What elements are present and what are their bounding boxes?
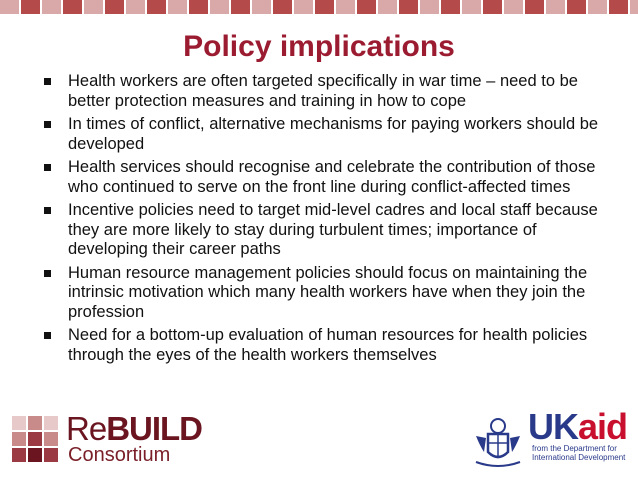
rebuild-consortium-logo bbox=[12, 410, 212, 466]
band-block bbox=[462, 0, 481, 14]
band-block bbox=[189, 0, 208, 14]
band-block bbox=[630, 0, 638, 14]
band-block bbox=[357, 0, 376, 14]
band-block bbox=[294, 0, 313, 14]
band-block bbox=[168, 0, 187, 14]
band-block bbox=[336, 0, 355, 14]
bullet-item bbox=[44, 158, 619, 197]
band-block bbox=[420, 0, 439, 14]
band-block bbox=[609, 0, 628, 14]
bullet-item bbox=[44, 264, 619, 323]
band-block bbox=[546, 0, 565, 14]
band-block bbox=[147, 0, 166, 14]
consortium-wordmark: Consortium bbox=[68, 444, 171, 466]
band-block bbox=[483, 0, 502, 14]
bullet-item bbox=[44, 201, 619, 260]
band-block bbox=[441, 0, 460, 14]
band-block bbox=[273, 0, 292, 14]
band-block bbox=[63, 0, 82, 14]
bullet-text: Human resource management policies should focus on maintaining the intrinsic motivation which many health workers have when they join the profession bbox=[68, 263, 588, 321]
band-block bbox=[126, 0, 145, 14]
band-block bbox=[231, 0, 250, 14]
ukaid-subtitle: from the Department for International Development bbox=[532, 444, 626, 462]
bullet-list bbox=[44, 72, 619, 369]
band-block bbox=[588, 0, 607, 14]
bullet-square-icon bbox=[44, 270, 51, 277]
bullet-text: In times of conflict, alternative mechanisms for paying workers should be developed bbox=[68, 115, 599, 153]
bullet-square-icon bbox=[44, 164, 51, 171]
band-block bbox=[378, 0, 397, 14]
bullet-text: Health workers are often targeted specifically in war time – need to be better protection measures and training in how to cope bbox=[68, 72, 578, 110]
bullet-text: Health services should recognise and celebrate the contribution of those who continued to serve on the front line during conflict-affected times bbox=[68, 158, 596, 196]
band-block bbox=[0, 0, 19, 14]
bullet-square-icon bbox=[44, 121, 51, 128]
rebuild-wordmark: ReBUILD bbox=[66, 410, 203, 447]
bullet-item bbox=[44, 115, 619, 154]
bullet-square-icon bbox=[44, 332, 51, 339]
band-block bbox=[210, 0, 229, 14]
decorative-top-band bbox=[0, 0, 638, 14]
band-block bbox=[105, 0, 124, 14]
bullet-item bbox=[44, 326, 619, 365]
band-block bbox=[567, 0, 586, 14]
band-block bbox=[21, 0, 40, 14]
bullet-square-icon bbox=[44, 78, 51, 85]
band-block bbox=[399, 0, 418, 14]
band-block bbox=[525, 0, 544, 14]
ukaid-wordmark: UKaid bbox=[528, 406, 628, 447]
bullet-text: Incentive policies need to target mid-level cadres and local staff because they are more likely to stay during turbulent times; importance of developing their career paths bbox=[68, 201, 598, 258]
band-block bbox=[42, 0, 61, 14]
bullet-square-icon bbox=[44, 207, 51, 214]
band-block bbox=[252, 0, 271, 14]
band-block bbox=[84, 0, 103, 14]
rebuild-squares-logo-icon bbox=[12, 416, 58, 462]
slide-title: Policy implications bbox=[183, 30, 455, 63]
bullet-item bbox=[44, 72, 619, 111]
ukaid-logo bbox=[470, 406, 636, 474]
band-block bbox=[504, 0, 523, 14]
royal-crest-icon bbox=[470, 412, 526, 470]
band-block bbox=[315, 0, 334, 14]
bullet-text: Need for a bottom-up evaluation of human resources for health policies through the eyes of the health workers themselves bbox=[68, 326, 588, 364]
